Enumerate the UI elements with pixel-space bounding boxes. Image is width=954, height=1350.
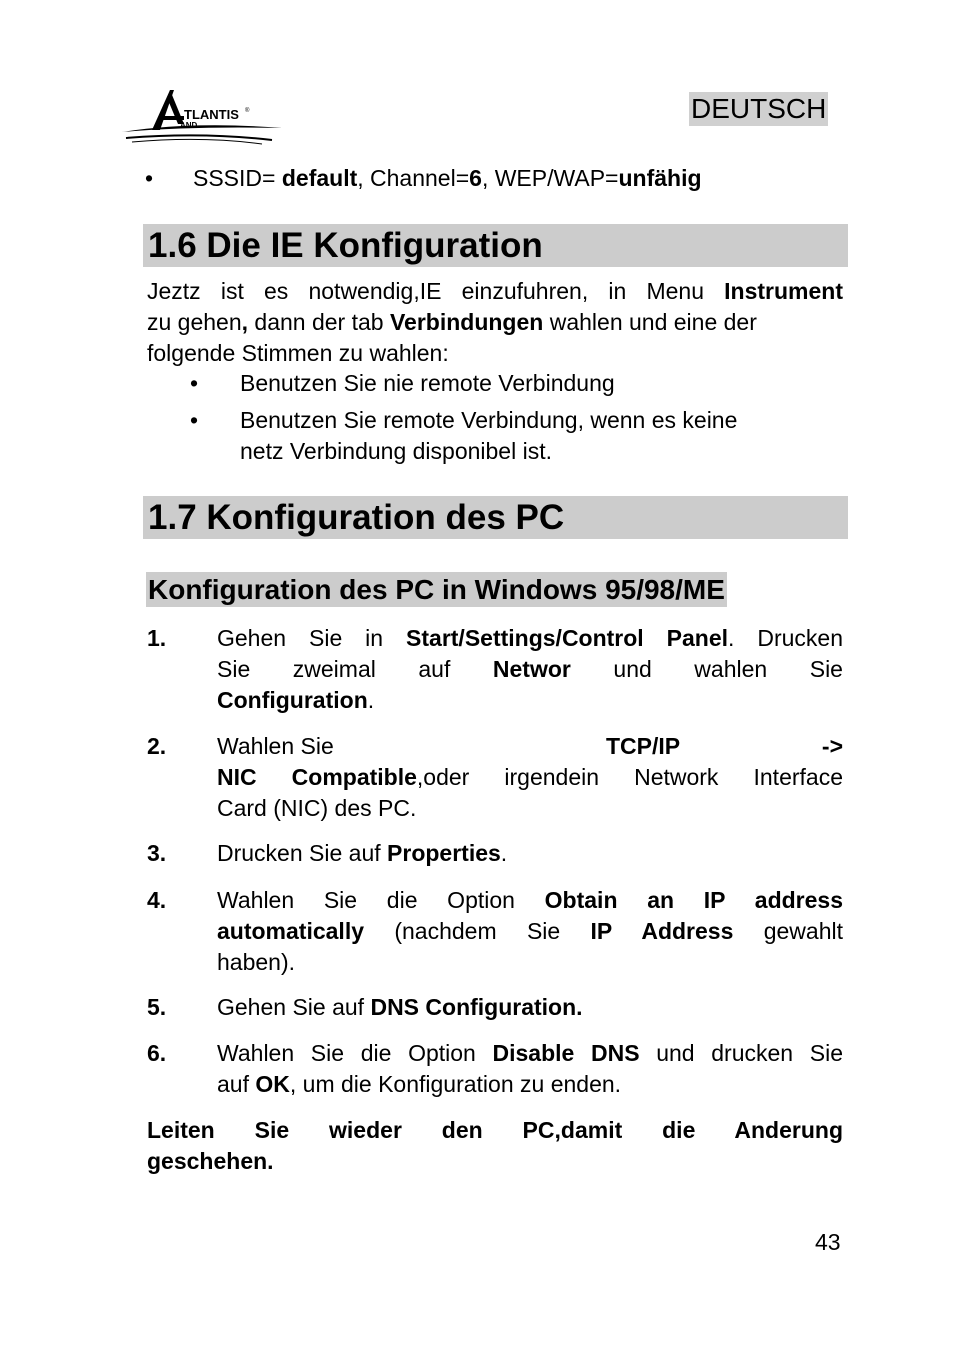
language-label: DEUTSCH	[691, 93, 827, 124]
atlantis-logo-icon	[122, 86, 284, 156]
intro-line-2: zu gehen, dann der tab Verbindungen wahlen und eine der	[147, 309, 757, 335]
atlantis-land-logo	[122, 86, 284, 156]
subsection-heading: Konfiguration des PC in Windows 95/98/ME	[148, 574, 725, 605]
section-heading-1-7: 1.7 Konfiguration des PC	[143, 496, 848, 539]
ssid-text: SSSID= default, Channel=6, WEP/WAP=unfähig	[193, 165, 702, 191]
bullet-icon: •	[190, 370, 199, 396]
section-heading-1-6: 1.6 Die IE Konfiguration	[143, 224, 848, 267]
intro-line-3: folgende Stimmen zu wahlen:	[147, 340, 449, 366]
svg-text:AND: AND	[180, 121, 198, 130]
page-number: 43	[815, 1229, 841, 1255]
svg-text:®: ®	[245, 108, 250, 114]
intro-line-1: Jeztz ist es notwendig,IE einzufuhren, in Menu Instrument	[147, 278, 843, 304]
bullet-icon: •	[190, 407, 199, 433]
manual-page: TLANTIS ® AND DEUTSCH • SSSID= default, Channel=6, WEP/WAP=unfähig 1.6 Die IE Konfiguration Jeztz ist es notwendig,IE einzufuhren, in Menu Instrument zu gehen, dann der tab Verbindungen wahlen und eine der folgende Stimmen zu wahlen: • Benutzen Sie nie remote Verbindung • Benutzen Sie remote Verbindung, wenn es keine netz Verbindung disponibel ist. 1.7 Konfiguration des PC Konfiguration des PC in Windows 95/98/ME 1. Gehen Sie in Start/Settings/Control Panel. Drucken Sie zweimal auf Networ und wahlen Sie Configuration. 2. Wahlen Sie TCP/IP -> NIC Compatible,oder irgendein Network Interface Card (NIC) des PC. 3. Drucken Sie auf Properties. 4. Wahlen Sie die Option Obtain an IP address automatically (nachdem Sie IP Address gewahlt haben). 5. Gehen Sie auf DNS Configuration. 6. Wahlen Sie die Option Disable DNS und drucken Sie auf OK, um die Konfiguration zu enden. Leiten Sie wieder den PC,damit die Anderung geschehen. 43	[0, 0, 954, 1350]
closing-note: Leiten Sie wieder den PC,damit die Anderung geschehen.	[147, 1117, 843, 1174]
section-1-6-intro	[147, 276, 843, 369]
svg-text:TLANTIS: TLANTIS	[184, 107, 239, 122]
bullet-icon: •	[145, 165, 154, 191]
